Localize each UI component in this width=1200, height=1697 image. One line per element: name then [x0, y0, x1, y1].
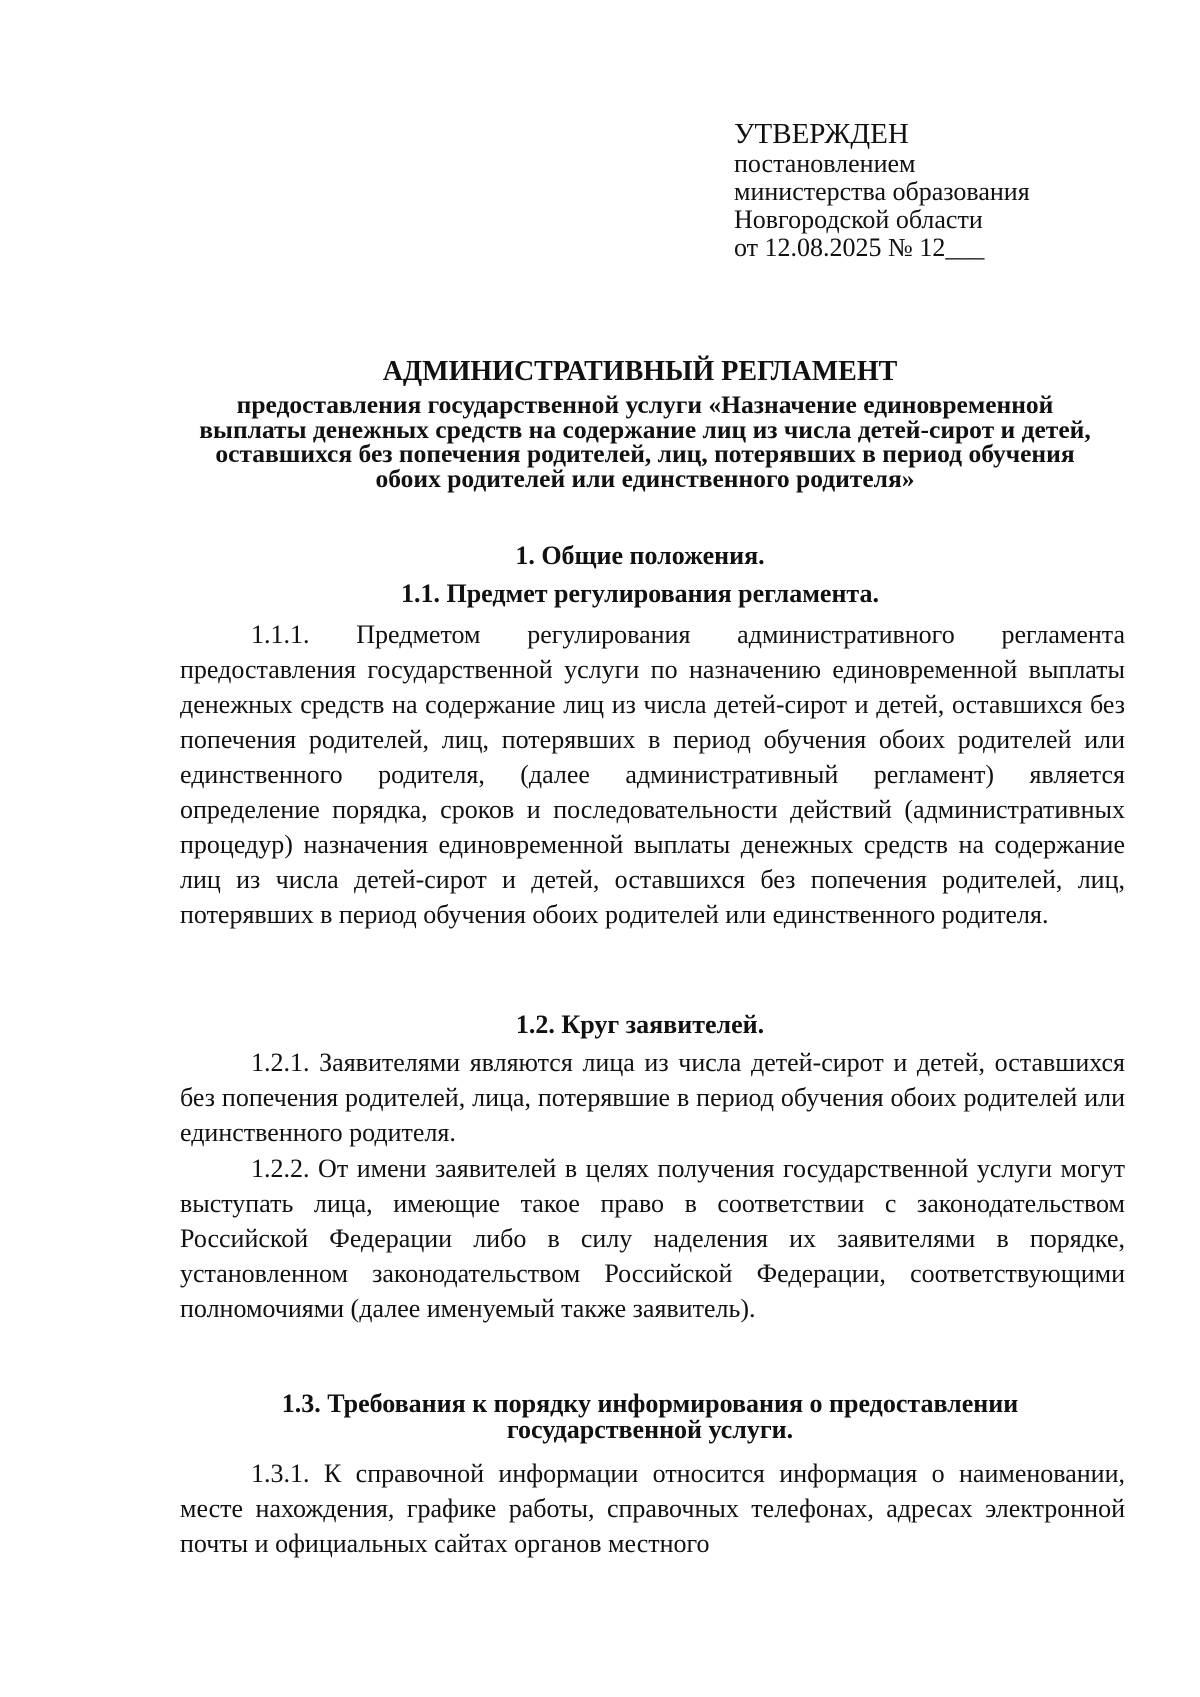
approval-heading: УТВЕРЖДЕН — [734, 118, 909, 150]
approval-line: Новгородской области — [734, 205, 983, 234]
section-heading-1-1: 1.1. Предмет регулирования регламента. — [400, 579, 880, 608]
section-heading-1: 1. Общие положения. — [515, 541, 765, 570]
paragraph-1-2-2: 1.2.2. От имени заявителей в целях получения государственной услуги могут выступать лица, имеющие такое право в соответствии с законодательством Российской Федерации либо в силу наделения их заявителями в порядке, установленном законодательством Российской Федерации, соответствующими полномочиями (далее именуемый также заявитель). — [180, 1154, 1125, 1323]
approval-line: министерства образования — [734, 177, 1030, 206]
paragraph-1-3-1: 1.3.1. К справочной информации относится информация о наименовании, месте нахождения, графике работы, справочных телефонах, адресах электронной почты и официальных сайтах органов местного — [180, 1459, 1125, 1558]
approval-stamp-block — [734, 118, 1094, 262]
document-title: АДМИНИСТРАТИВНЫЙ РЕГЛАМЕНТ — [382, 356, 898, 387]
section-heading-1-3: 1.3. Требования к порядку информирования о предоставлении государственной услуги. — [281, 1389, 1019, 1444]
paragraph-1-1-1: 1.1.1. Предметом регулирования административного регламента предоставления государственной услуги по назначению единовременной выплаты денежных средств на содержание лиц из числа детей-сирот и детей, оставшихся без попечения родителей, лиц, потерявших в период обучения обоих родителей или единственного родителя, (далее административный регламент) является определение порядка, сроков и последовательности действий (административных процедур) назначения единовременной выплаты денежных средств на содержание лиц из числа детей-сирот и детей, оставшихся без попечения родителей, лиц, потерявших в период обучения обоих родителей или единственного родителя. — [180, 620, 1125, 929]
approval-date-number: от 12.08.2025 № 12___ — [734, 233, 985, 262]
document-subtitle: предоставления государственной услуги «Назначение единовременной выплаты денежных средств на содержание лиц из числа детей-сирот и детей, оставшихся без попечения родителей, лиц, потерявших в период обучения обоих родителей или единственного родителя» — [199, 390, 1091, 493]
section-heading-1-2: 1.2. Круг заявителей. — [515, 1010, 765, 1039]
approval-line: постановлением — [734, 149, 916, 178]
paragraph-1-2-1: 1.2.1. Заявителями являются лица из числа детей-сирот и детей, оставшихся без попечения родителей, лица, потерявшие в период обучения обоих родителей или единственного родителя. — [180, 1048, 1125, 1147]
